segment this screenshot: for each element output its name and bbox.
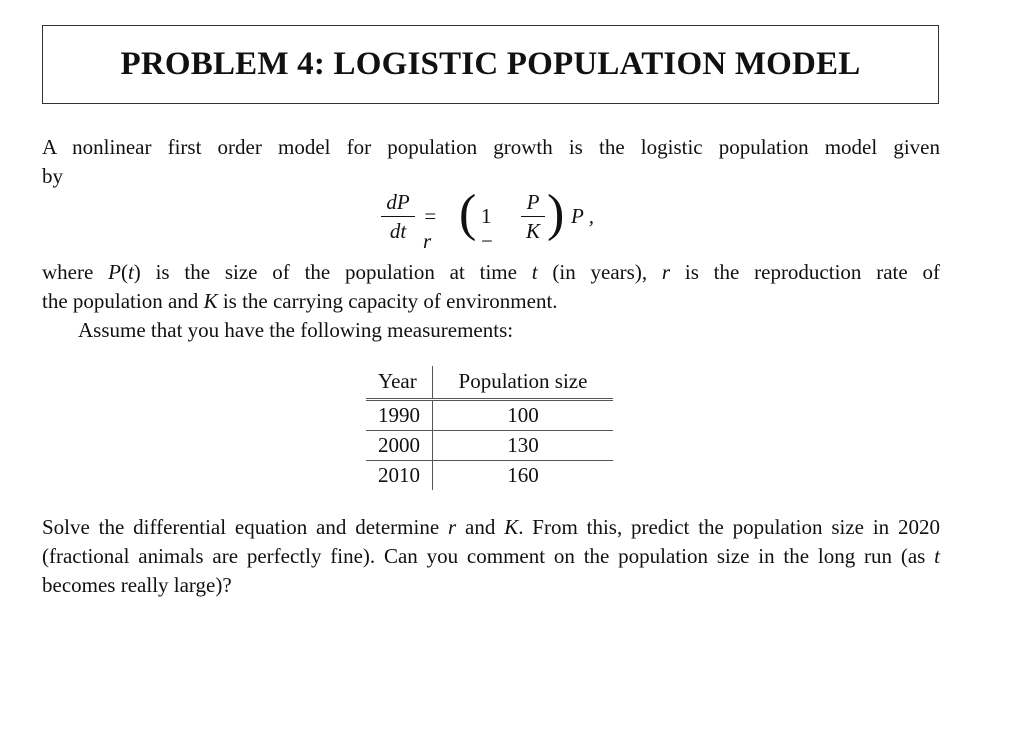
table-row <box>366 461 613 491</box>
question-paragraph: Solve the differential equation and determine r and K. From this, predict the population size in 2020 (fractional animals are perfectly fine). Can you comment on the population size in the long run (as t becomes really large)? <box>42 515 940 597</box>
population-cell: 130 <box>433 431 614 461</box>
year-cell: 1990 <box>366 400 433 431</box>
where-paragraph <box>42 258 940 345</box>
lhs-numerator: dP <box>386 190 410 214</box>
p-over-k <box>521 190 545 243</box>
table-header-row <box>366 366 613 400</box>
year-cell: 2010 <box>366 461 433 491</box>
where-line-2: the population and K is the carrying capacity of environment. <box>42 289 558 313</box>
population-cell: 160 <box>507 463 539 487</box>
intro-line-1: A nonlinear first order model for population growth is the logistic population model given <box>42 135 940 159</box>
problem-title: PROBLEM 4: LOGISTIC POPULATION MODEL <box>120 46 861 82</box>
assume-line: Assume that you have the following measurements: <box>78 318 514 342</box>
right-paren: ) <box>547 185 565 242</box>
header-population: Population size <box>433 366 614 400</box>
table-row <box>366 431 613 461</box>
header-year: Year <box>366 366 433 400</box>
frac-denominator: K <box>525 219 540 243</box>
title-box <box>42 25 939 104</box>
equals-r: = r <box>423 204 438 253</box>
population-cell: 100 <box>433 400 614 431</box>
intro-line-2: by <box>42 164 63 188</box>
one-minus: 1 − <box>481 204 493 253</box>
year-cell: 2000 <box>366 431 433 461</box>
table-row <box>366 400 613 431</box>
lhs-fraction <box>381 190 415 243</box>
intro-paragraph <box>42 133 940 191</box>
rhs-p: P , <box>571 204 594 228</box>
where-line-1: where P(t) is the size of the population at time t (in years), r is the reproduction rate of <box>42 260 940 284</box>
lhs-denominator: dt <box>389 219 407 243</box>
measurements-table <box>366 366 613 490</box>
frac-numerator: P <box>526 190 540 214</box>
left-paren: ( <box>459 185 477 242</box>
